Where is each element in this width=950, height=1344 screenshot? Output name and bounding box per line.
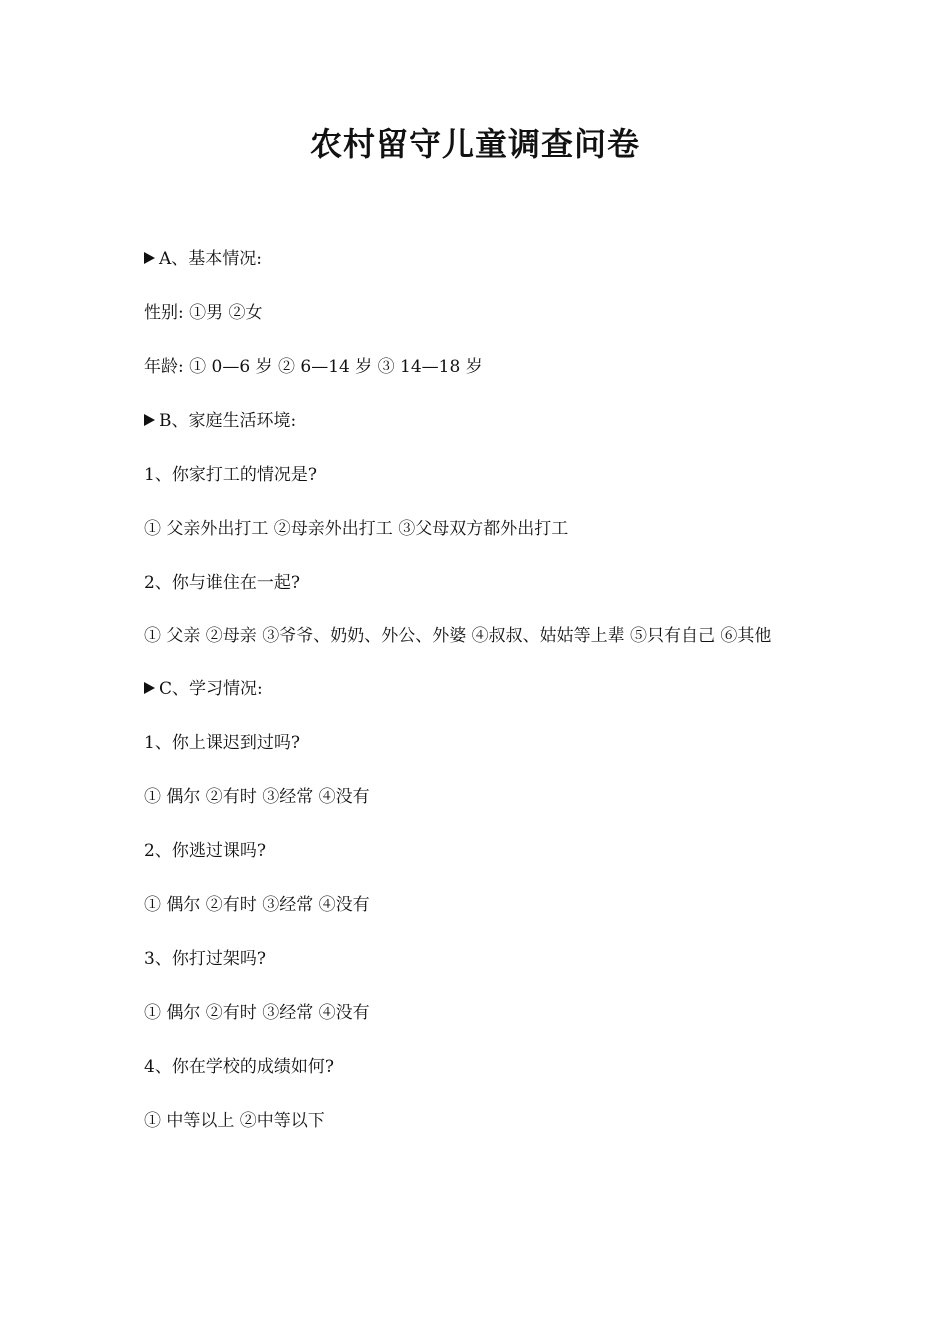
question-c2: 2、你逃过课吗?	[144, 841, 266, 861]
question-b1-options: ① 父亲外出打工 ②母亲外出打工 ③父母双方都外出打工	[144, 519, 569, 539]
bullet-arrow-icon	[144, 682, 155, 694]
section-c-heading	[144, 673, 814, 705]
gender-question: 性别: ①男 ②女	[144, 303, 263, 323]
question-b1: 1、你家打工的情况是?	[144, 465, 317, 485]
section-b-heading-text: B、家庭生活环境:	[159, 411, 297, 431]
question-c4: 4、你在学校的成绩如何?	[144, 1057, 334, 1077]
bullet-arrow-icon	[144, 252, 155, 264]
question-b2-options: ① 父亲 ②母亲 ③爷爷、奶奶、外公、外婆 ④叔叔、姑姑等上辈 ⑤只有自己 ⑥其他	[144, 626, 772, 646]
age-question: 年龄: ① 0—6 岁 ② 6—14 岁 ③ 14—18 岁	[144, 357, 483, 377]
question-c1-options: ① 偶尔 ②有时 ③经常 ④没有	[144, 787, 370, 807]
section-c-heading-text: C、学习情况:	[159, 679, 263, 699]
section-a-heading-text: A、基本情况:	[159, 249, 263, 269]
question-c3-options: ① 偶尔 ②有时 ③经常 ④没有	[144, 1003, 370, 1023]
section-b-heading	[144, 405, 814, 437]
bullet-arrow-icon	[144, 414, 155, 426]
question-c4-options: ① 中等以上 ②中等以下	[144, 1111, 325, 1131]
section-a-heading	[144, 243, 814, 275]
question-c2-options: ① 偶尔 ②有时 ③经常 ④没有	[144, 895, 370, 915]
question-c1: 1、你上课迟到过吗?	[144, 733, 300, 753]
question-c3: 3、你打过架吗?	[144, 949, 266, 969]
question-b2: 2、你与谁住在一起?	[144, 573, 300, 593]
document-body	[144, 243, 814, 1159]
document-title: 农村留守儿童调查问卷	[309, 125, 640, 163]
